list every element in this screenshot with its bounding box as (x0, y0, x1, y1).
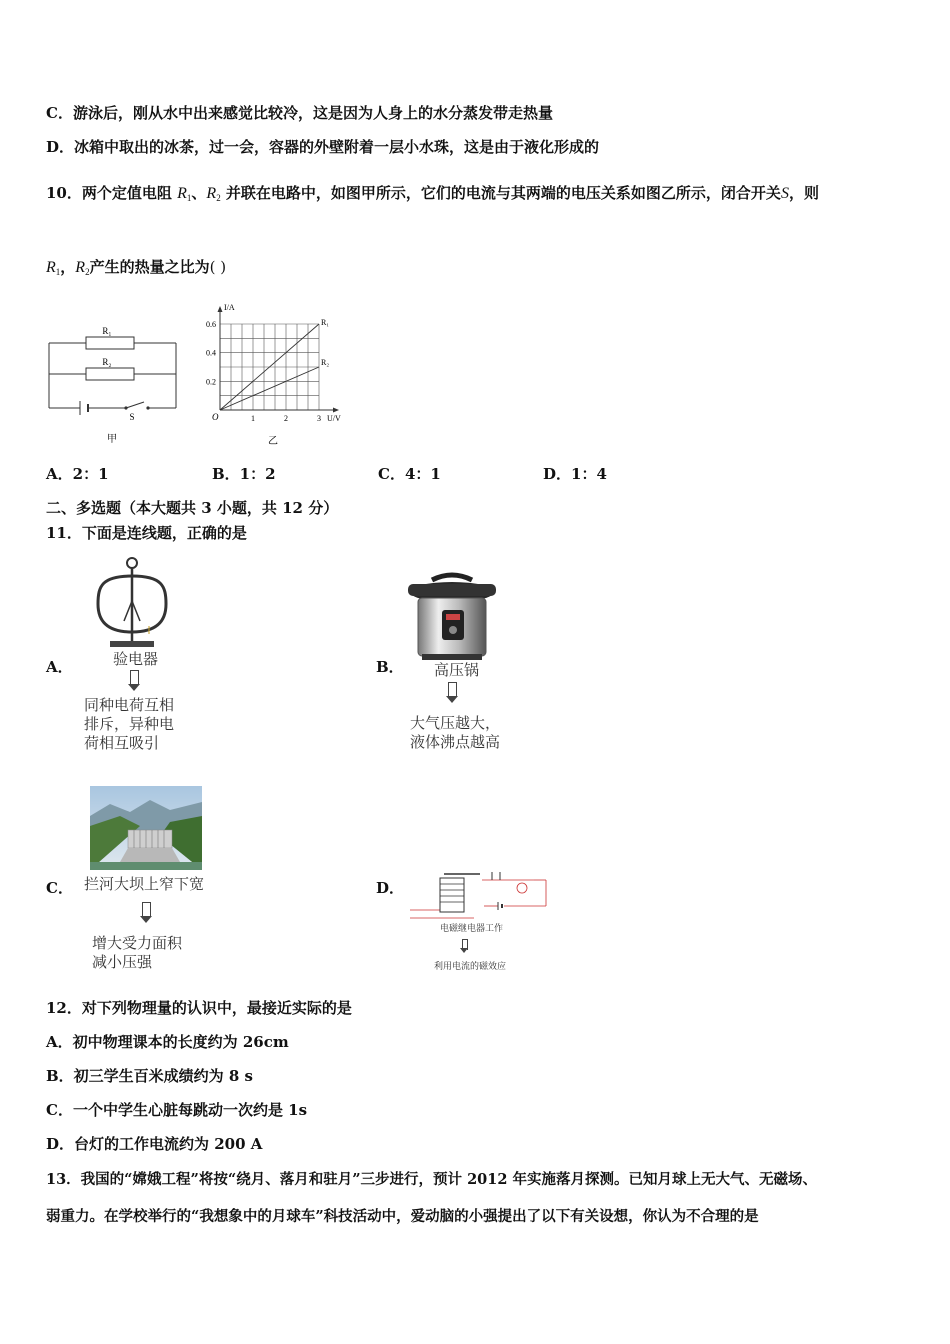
l2-r1-symbol (46, 259, 60, 276)
y-axis-arrow (218, 306, 223, 312)
dam-label: 拦河大坝上窄下宽 (84, 875, 205, 893)
down-arrow-icon (142, 902, 151, 917)
r1-subscript: 1 (186, 193, 192, 203)
q11-option-c-label[interactable]: C． (46, 879, 73, 897)
y-tick-label: 0.2 (206, 377, 216, 387)
arrowhead-icon (128, 684, 140, 691)
pressure-cooker-label: 高压锅 (434, 661, 480, 679)
circuit-switch-label: S (129, 412, 135, 422)
q12-option-d[interactable]: D．台灯的工作电流约为 200 A (46, 1135, 263, 1153)
l2-r2-subscript: 2 (85, 267, 90, 277)
section-heading: 二、多选题（本大题共 3 小题，共 12 分） (46, 499, 339, 517)
q10-option-a[interactable]: A．2：1 (46, 465, 109, 483)
l2-r1-letter: R (46, 259, 56, 276)
l2-r1-subscript: 1 (55, 267, 61, 277)
down-arrow-icon (448, 682, 457, 697)
q10-option-b[interactable]: B．1：2 (212, 465, 276, 483)
series-label-1: R₁ (321, 318, 330, 327)
l2-r2-symbol (75, 259, 89, 276)
dam-result (92, 934, 182, 972)
down-arrow-icon (130, 670, 139, 685)
relay-result: 利用电流的磁效应 (434, 962, 507, 972)
q12-stem: 12．对下列物理量的认识中，最接近实际的是 (46, 999, 352, 1017)
y-tick-label: 0.6 (206, 320, 216, 329)
result-line: 同种电荷互相 (84, 696, 175, 714)
q10-stem-line2-text: 产生的热量之比为 (89, 258, 210, 276)
switch-pivot (124, 406, 127, 409)
q9-option-c: C．游泳后，刚从水中出来感觉比较冷，这是因为人身上的水分蒸发带走热量 (46, 104, 553, 122)
x-tick-label: 2 (284, 414, 288, 423)
x-axis-arrow (333, 408, 339, 413)
series-label-2: R₂ (321, 358, 330, 367)
electroscope-label: 验电器 (113, 650, 159, 668)
q13-stem-line2: 弱重力。在学校举行的“我想象中的月球车”科技活动中，爱动脑的小强提出了以下有关设想，你认为不合理的是 (46, 1208, 759, 1225)
result-line: 减小压强 (92, 953, 153, 971)
figure-b-caption: 乙 (268, 436, 278, 447)
figure-a-caption: 甲 (107, 434, 117, 445)
q10-stem-text: 并联在电路中，如图甲所示，它们的电流与其两端的电压关系如图乙所示，闭合开关 (225, 184, 781, 202)
r2-subscript: 2 (216, 193, 221, 203)
l2-r2-letter: R (75, 259, 86, 276)
y-tick-label: 0.4 (206, 348, 216, 358)
y-axis-label: I/A (224, 303, 235, 312)
x-tick-label: 3 (317, 414, 321, 423)
circuit-r2-label: R₂ (102, 357, 112, 367)
q11-option-d-label[interactable]: D． (376, 879, 405, 897)
pressure-cooker-result (410, 714, 500, 752)
x-tick-label: 1 (251, 414, 255, 423)
q10-stem-end: ，则 (788, 184, 819, 202)
result-line: 荷相互吸引 (84, 734, 160, 752)
l2-comma: ， (60, 258, 76, 276)
q11-option-b-label[interactable]: B． (376, 658, 404, 676)
q12-option-b[interactable]: B．初三学生百米成绩约为 8 s (46, 1067, 254, 1085)
q13-stem-line1: 13．我国的“嫦娥工程”将按“绕月、落月和驻月”三步进行，预计 2012 年实施落月探测。已知月球上无大气、无磁场、 (46, 1171, 817, 1188)
arrowhead-icon (140, 916, 152, 923)
q11-stem: 11．下面是连线题，正确的是 (46, 524, 247, 542)
series-line-2 (220, 367, 319, 410)
electroscope-image (92, 556, 182, 652)
q10-number: 10．两个定值电阻 (46, 184, 172, 202)
electroscope-result (84, 696, 174, 753)
relay-diagram (404, 870, 550, 922)
r1-letter: R (177, 185, 187, 202)
q12-option-c[interactable]: C．一个中学生心脏每跳动一次约是 1s (46, 1101, 308, 1119)
pressure-cooker-image (404, 570, 500, 662)
switch-contact (146, 406, 149, 409)
separator: 、 (191, 184, 207, 202)
q9-option-d: D．冰箱中取出的冰茶，过一会，容器的外壁附着一层小水珠，这是由于液化形成的 (46, 138, 600, 156)
relay-label: 电磁继电器工作 (440, 924, 504, 934)
arrowhead-icon (460, 948, 468, 953)
q10-stem-line1 (46, 182, 819, 203)
arrowhead-icon (446, 696, 458, 703)
dam-photo (90, 786, 202, 870)
result-line: 大气压越大， (410, 714, 501, 732)
answer-parentheses: ( ) (209, 258, 227, 276)
x-axis-label: U/V (327, 414, 341, 423)
r1-symbol (177, 185, 191, 202)
q10-option-c[interactable]: C．4：1 (378, 465, 441, 483)
circuit-diagram (44, 318, 184, 446)
r2-symbol (206, 185, 220, 202)
result-line: 增大受力面积 (92, 934, 183, 952)
q12-option-a[interactable]: A．初中物理课本的长度约为 26cm (46, 1033, 289, 1051)
switch-symbol: S (780, 185, 789, 202)
circuit-r1-label: R₁ (102, 326, 112, 336)
origin-label: O (212, 412, 219, 422)
result-line: 排斥，异种电 (84, 715, 175, 733)
result-line: 液体沸点越高 (410, 733, 501, 751)
q10-stem-line2 (46, 256, 226, 277)
iu-graph (198, 298, 358, 448)
q10-option-d[interactable]: D．1：4 (543, 465, 607, 483)
q11-option-a-label[interactable]: A． (46, 658, 73, 676)
r2-letter: R (206, 185, 217, 202)
